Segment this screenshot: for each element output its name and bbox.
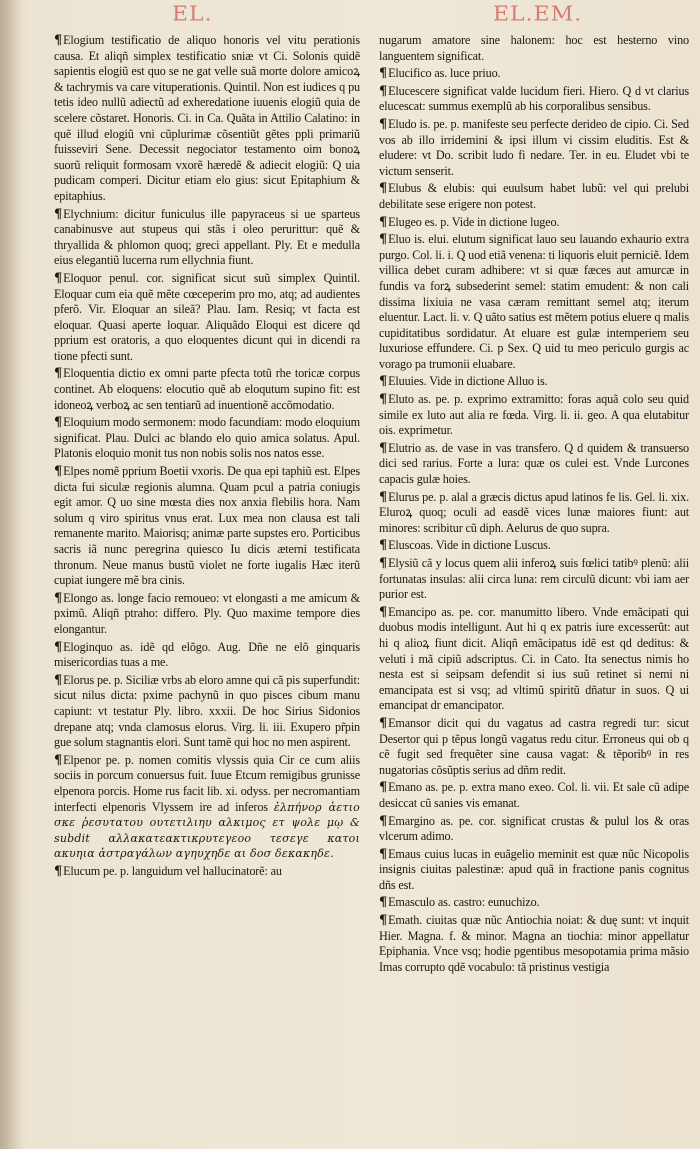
- entry-text: Eluscoas. Vide in dictione Luscus.: [388, 538, 551, 553]
- continued-text: nugarum amatore sine halonem: hoc est hesterno vino languentem significat.: [379, 33, 689, 63]
- paragraph-mark-icon: ¶: [379, 604, 388, 620]
- entry-text: Eluto as. pe. p. exprimo extramitto: foras aquã colo seu quid simile ex luto aut alia re fœda. Virg. li. ii. geo. A qua elutabitur ois. exprimetur.: [379, 392, 689, 438]
- paragraph-mark-icon: ¶: [379, 715, 388, 731]
- dictionary-entry: [54, 415, 360, 462]
- entry-text: Eloginquo as. idẽ qd elõgo. Aug. Dñe ne elõ ginquaris misericordias tuas a me.: [54, 639, 360, 670]
- entry-text: Elongo as. longe facio remoueo: vt elongasti a me amicum & pximũ. Aliqñ ptraho: differo. Ply. Quo maxime tempore dies elongantur.: [54, 590, 360, 636]
- entry-text: Elugeo es. p. Vide in dictione lugeo.: [388, 214, 560, 229]
- dictionary-entry: [379, 181, 689, 212]
- entry-text: Elucifico as. luce priuo.: [388, 66, 501, 81]
- paragraph-mark-icon: ¶: [54, 752, 63, 768]
- entry-text: Emano as. pe. p. extra mano exeo. Col. li. vii. Et sale cũ adipe desiccat cũ sanies vis emanat.: [379, 780, 689, 810]
- dictionary-entry: [54, 673, 360, 751]
- dictionary-entry: [54, 366, 360, 413]
- dictionary-entry: [54, 271, 360, 365]
- paragraph-mark-icon: ¶: [379, 556, 388, 571]
- dictionary-entry: [379, 895, 689, 911]
- paragraph-mark-icon: ¶: [54, 863, 63, 879]
- entry-text: Elysiũ cã y locus quem alii inferoꝝ suis fœlici tatibꝰ plenũ: alii fortunatas insulas: alii circa luna: rem circulũ dicunt: vbi iam aer purior est.: [379, 556, 689, 602]
- paragraph-mark-icon: ¶: [379, 232, 388, 248]
- right-column: [379, 33, 689, 975]
- dictionary-entry: [379, 847, 689, 894]
- entry-text: Emancipo as. pe. cor. manumitto libero. Vnde emãcipati qui duobus modis intelligunt. Aut hi q ex patris iure excesserũt: aut hi q alioꝝ fiunt dicit. Aliqñ emãcipatus idẽ est qd deditus: & veluti i mã cipiũ adscriptus. Ci. in Cato. Ita senectus nimis ho nesta est si seipsam defendit si ius suũ retinet si nemi ni emancipata est si vsq; ad vltimũ spiritũ dñatur in suos. Q ui emancipat dr emancipator.: [379, 604, 689, 713]
- entry-text: Elucescere significat valde lucidum fieri. Hiero. Q d vt clarius elucescat: summus exemplũ ab his corporalibus sensibus.: [379, 83, 689, 114]
- entry-text: Elpes nomẽ pprium Boetii vxoris. De qua epi taphiũ est. Elpes dicta fui siculæ regionis alumna. Quam pcul a patria coniugis egit amor. Q uo sine mœsta dies nox anxia flebilis hora. Nam solum q viro spiritus vnus erat. Lux mea non clausa est tali remanente marito. Maiorisq; animæ parte supstes ero. Porticibus sacris iã nunc peregrina quiesco Iu dicis æterni testificata thronum. Neue manus bustũ violet ne forte iugalis Hæc iterũ cupiat iungere mẽ bra cinis.: [54, 464, 360, 588]
- paragraph-mark-icon: ¶: [54, 206, 63, 222]
- dictionary-entry: [379, 441, 689, 488]
- entry-text: Eludo is. pe. p. manifeste seu perfecte derideo de cipio. Ci. Sed vos ab illo irridemini & ipsi illum vi cissim eluditis. Est & eludere: vt Do. scribit ludo fi nedare. Ter. in eu. Eludet vbi te victum senserit.: [379, 116, 689, 178]
- entry-text: Elutrio as. de vase in vas transfero. Q d quidem & transuerso dici sed rarius. Forte a lura: quæ os culei est. Vnde Lurcones capacis gulæ hoies.: [379, 440, 689, 487]
- handwritten-annotation-left: EL.: [172, 2, 213, 27]
- handwritten-annotation-right: EL.EM.: [493, 2, 583, 27]
- dictionary-entry: [54, 33, 360, 205]
- paragraph-mark-icon: ¶: [379, 181, 388, 197]
- paragraph-mark-icon: ¶: [54, 415, 63, 431]
- entry-text: Emargino as. pe. cor. significat crustas & pulul los & oras vlcerum adimo.: [379, 813, 689, 844]
- dictionary-entry: [379, 374, 689, 390]
- dictionary-entry: [54, 753, 360, 862]
- dictionary-entry: [379, 556, 689, 603]
- entry-text: Elogium testificatio de aliquo honoris vel vitu perationis causa. Et aliqñ simplex testificatio sniæ vt Ci. Solonis quidẽ sapientis elogiũ est quo se ne gat velle suã morte dolore amicoꝝ & tachrymis va care vituperationis. Quintil. Non est iudices q pu tetis ideo nullũ adiectũ ad exheredatione iuuenis elogiũ quia de scelere cõstaret. Honoris. Ci. in Ca. Quãta in Attilio Calatino: in quẽ illud elogiũ vni cũplurimæ cõsentiũt gẽtes ppli primariũ fuisseviri Sene. Decessit negociator testamento oim bonoꝝ suorũ reliquit formosam vxorẽ hæredẽ & adiecit elogiũ: Q uia pudicam comperi. Dicitur etiam elo gius: sicut Epitaphium & epitaphius.: [54, 33, 360, 203]
- paragraph-mark-icon: ¶: [379, 489, 388, 505]
- paragraph-mark-icon: ¶: [379, 895, 388, 911]
- paragraph-mark-icon: ¶: [54, 672, 63, 688]
- entry-text: Eloquentia dictio ex omni parte pfecta totũ rhe toricæ corpus continet. Ab eloquens: elocutio quẽ ab eloqutum supino fit: est idoneoꝝ verboꝝ ac sen tentiarũ ad inuentionẽ accõmodatio.: [54, 366, 360, 412]
- gutter-shadow: [0, 0, 22, 1149]
- paragraph-mark-icon: ¶: [54, 33, 63, 48]
- paragraph-mark-icon: ¶: [54, 366, 63, 382]
- entry-text: Elubus & elubis: qui euulsum habet lubũ: vel qui prelubi debilitate sese erigere non potest.: [379, 181, 689, 211]
- dictionary-entry: [54, 640, 360, 671]
- dictionary-entry: [379, 66, 689, 82]
- paragraph-mark-icon: ¶: [379, 913, 388, 929]
- paragraph-mark-icon: ¶: [379, 780, 388, 796]
- paragraph-mark-icon: ¶: [54, 590, 63, 606]
- entry-text: Eloquium modo sermonem: modo facundiam: modo eloquium significat. Plau. Dulci ac blando elo quio amica solatus. Apul. Platonis eloquio monit tus non nobis solis nos natos esse.: [54, 415, 360, 461]
- dictionary-entry: [379, 490, 689, 537]
- paragraph-mark-icon: ¶: [379, 813, 388, 829]
- dictionary-entry: [379, 215, 689, 231]
- entry-text: Emasculo as. castro: eunuchizo.: [388, 895, 540, 910]
- dictionary-entry: [379, 913, 689, 975]
- entry-text: Emaus cuius lucas in euãgelio meminit est quæ nũc Nicopolis insignis ciuitas palestinæ: apud quã in fractione panis cognitus dñs est.: [379, 846, 689, 892]
- dictionary-entry: [54, 464, 360, 589]
- entry-text: Eloquor penul. cor. significat sicut suũ simplex Quintil. Eloquar cum eia quẽ mẽte cœceperim pro mo, atq; ad audientes pferõ. Vir. Eloquar an sileã? Plau. Iam. Resiq; vt facta est eloquar. Quasi aperte loquar. Aliquãdo Eloqui est dicere qd pprium est oratoris, a quo eloquentes dicunt qui in dicendi ra tione pfecti sunt.: [54, 270, 360, 363]
- dictionary-entry: [379, 814, 689, 845]
- dictionary-entry: [379, 84, 689, 115]
- entry-text: Eluo is. elui. elutum significat lauo seu lauando exhaurio extra purgo. Col. li. i. Q uod etiã venena: ti liquoris eluit perniciẽ. Idem villica debet curam adhibere: vt si quæ fæces aut amurcæ in fundis va forꝝ subsederint semel: statim emudent: & non cali dissima lixiuia ne vasa cæram remittant semel atq; iterum eluentur. Lact. li. v. Q uãto satius est mẽtem potius eluere q malis cupiditatibus sordidatur. At eluare est gulæ intemperiem seu luxuriose effundere. Ci. p Sex. Q uid tu meo periculo gurgis ac vorago pa trumonii eluabare.: [379, 232, 689, 371]
- paragraph-mark-icon: ¶: [379, 392, 388, 408]
- greek-quotation: ἐλπήνορ ἀετιο σκε ῥεσυτατου ουτετιλιηυ αλκιμος ετ ψολε μῳ & subdit αλλακατεακτικρυτεγεοο τεσεγε κατοι ακυηια ἀστραγάλων αγηυχηδε αι δοσ δεκακηδε.: [54, 800, 360, 861]
- paragraph-mark-icon: ¶: [54, 270, 63, 286]
- paragraph-mark-icon: ¶: [379, 83, 388, 99]
- dictionary-entry: [54, 591, 360, 638]
- entry-text: Elorus pe. p. Siciliæ vrbs ab eloro amne qui cã pis superfundit: sicut nilus dicta: pxime pachynũ in quo pisces cibum manu capiunt: vt testatur Ply. libro. xxxii. De hoc Sirius Sidonios drepane atq; vnda clamosus elorus. Virg. li. iii. Exupero pr̃pin gue solum stagnantis elori. Sunt tamẽ qui hoc no men aspirent.: [54, 672, 360, 750]
- paragraph-mark-icon: ¶: [379, 538, 388, 554]
- dictionary-entry: [379, 117, 689, 179]
- entry-text: Emath. ciuitas quæ nũc Antiochia noiat: & duę sunt: vt inquit Hier. Magna. f. & minor. Magna an tiochia: minor appellatur Epiphania. Vnce vsq; hodie pgentibus mesopotamia prima mãsio Imas corrupto qdẽ vocabulo: tã pristinus vestigia: [379, 913, 689, 974]
- dictionary-entry: [379, 605, 689, 714]
- entry-text: Emansor dicit qui du vagatus ad castra regredi tur: sicut Desertor qui p tẽpus longũ vagatus redu citur. Erroneus qui ob q cẽ fugit sed frequẽter sine causa vagat: & tẽporibꝰ in res nugatorias cõsũptis serius ad dñm redit.: [379, 715, 689, 777]
- left-column: [54, 33, 360, 881]
- paragraph-mark-icon: ¶: [379, 214, 388, 230]
- dictionary-entry: [379, 716, 689, 778]
- paragraph-mark-icon: ¶: [379, 846, 388, 862]
- paragraph-mark-icon: ¶: [379, 440, 388, 456]
- dictionary-entry: [54, 864, 360, 880]
- entry-text: Elucum pe. p. languidum vel hallucinatorẽ: au: [63, 863, 282, 878]
- paragraph-mark-icon: ¶: [54, 464, 63, 480]
- paragraph-mark-icon: ¶: [379, 66, 388, 82]
- dictionary-entry: [379, 392, 689, 439]
- paragraph-mark-icon: ¶: [379, 116, 388, 132]
- entry-text: Elychnium: dicitur funiculus ille papyraceus si ue sparteus canabinusve aut stupeus qui stãs i oleo perurittur: quẽ & thryallida & phlomon quoq; greci appellant. Ply. Et e medulla eius elegantiũ lucerna rum ellychnia fiunt.: [54, 206, 360, 268]
- entry-text: Elurus pe. p. alal a græcis dictus apud latinos fe lis. Gel. li. xix. Eluroꝝ quoq; oculi ad easdẽ vices lunæ maiores fiunt: aut minores: scribitur cũ diph. Aelurus de quo supra.: [379, 489, 689, 535]
- paragraph-mark-icon: ¶: [54, 639, 63, 655]
- dictionary-entry: [379, 780, 689, 811]
- paragraph-mark-icon: ¶: [379, 374, 388, 390]
- entry-text: Eluuies. Vide in dictione Alluo is.: [388, 374, 548, 389]
- entry-text: Elpenor pe. p. nomen comitis vlyssis quia Cir ce cum aliis sociis in porcum conuersus fuit. Iuue Etcum remigibus grunisse elpenora porcis. Home rus facit lib. xi. odyss. per necromantiam interfecti elpenoris Vlyssem ire ad inferos: [54, 752, 360, 814]
- dictionary-entry: [379, 232, 689, 372]
- dictionary-entry: [54, 207, 360, 269]
- dictionary-entry: [379, 538, 689, 554]
